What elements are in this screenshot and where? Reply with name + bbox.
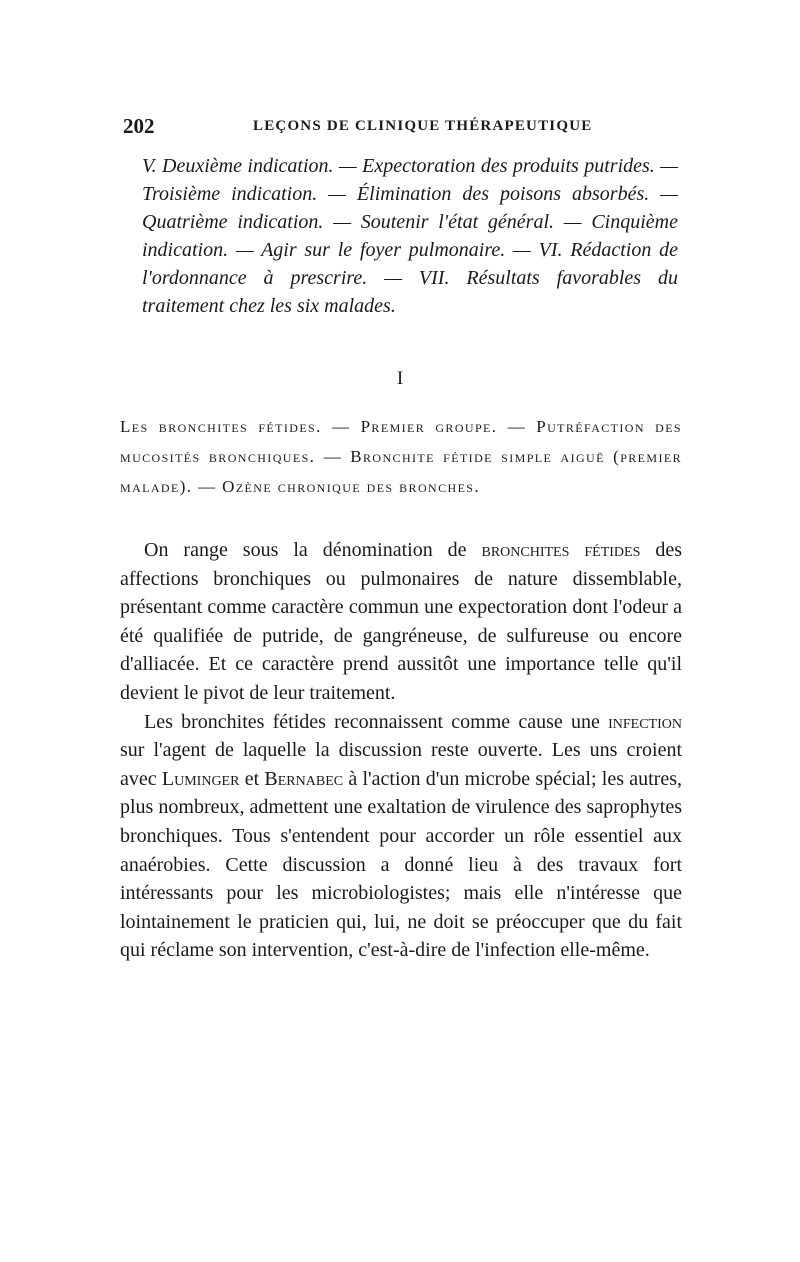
running-title: LEÇONS DE CLINIQUE THÉRAPEUTIQUE [253,118,593,134]
term-infection: infection [608,710,682,733]
body-text [120,536,682,965]
section-numeral: I [396,368,404,389]
section-heading: Les bronchites fétides. — Premier groupe. — Putréfaction des mucosités bronchiques. — Bronchite fétide simple aiguë (premier malade). — Ozène chronique des bronches. [120,417,682,496]
paragraph-2-mid-2: et [239,767,265,790]
paragraph-2-start: Les bronchites fétides reconnaissent comme cause une [144,710,609,733]
page-header [123,114,683,144]
chapter-summary: V. Deuxième indication. — Expectoration des produits putrides. — Troisième indication. — Élimination des poisons absorbés. — Quatrième indication. — Soutenir l'état général. — Cinquième indication. — Agir sur le foyer pulmonaire. — VI. Rédaction de l'ordonnance à prescrire. — VII. Résultats favorables du traitement chez les six malades. [142,155,678,317]
author-luminger: Luminger [161,767,240,790]
paragraph-2 [120,708,682,965]
paragraph-1 [120,536,682,708]
paragraph-1-rest: des affections bronchiques ou pulmonaires de nature dissemblable, présentant comme caractère commun une expectoration dont l'odeur a été qualifiée de putride, de gangréneuse, de sulfureuse ou encore d'alliacée. Et ce caractère prend aussitôt une importance telle qu'il devient le pivot de leur traitement. [120,539,682,704]
page-number: 202 [123,114,155,138]
paragraph-2-mid-1: sur l'agent de laquelle la discussion reste ouverte. Les uns croient avec [120,739,682,790]
paragraph-1-start: On range sous la dénomination de [144,539,482,561]
term-bronchites-fetides: bronchites fétides [481,539,641,561]
author-bernabec: Bernabec [264,767,344,790]
paragraph-2-rest: à l'action d'un microbe spécial; les autres, plus nombreux, admettent une exaltation de virulence des saprophytes bronchiques. Tous s'entendent pour accorder un rôle essentiel aux anaérobies. Cette discussion a donné lieu à des travaux fort intéressants pour les microbiologistes; mais elle n'intéresse que lointainement le praticien qui, lui, ne doit se préoccuper que du fait qui réclame son intervention, c'est-à-dire de l'infection elle-même. [120,767,682,962]
